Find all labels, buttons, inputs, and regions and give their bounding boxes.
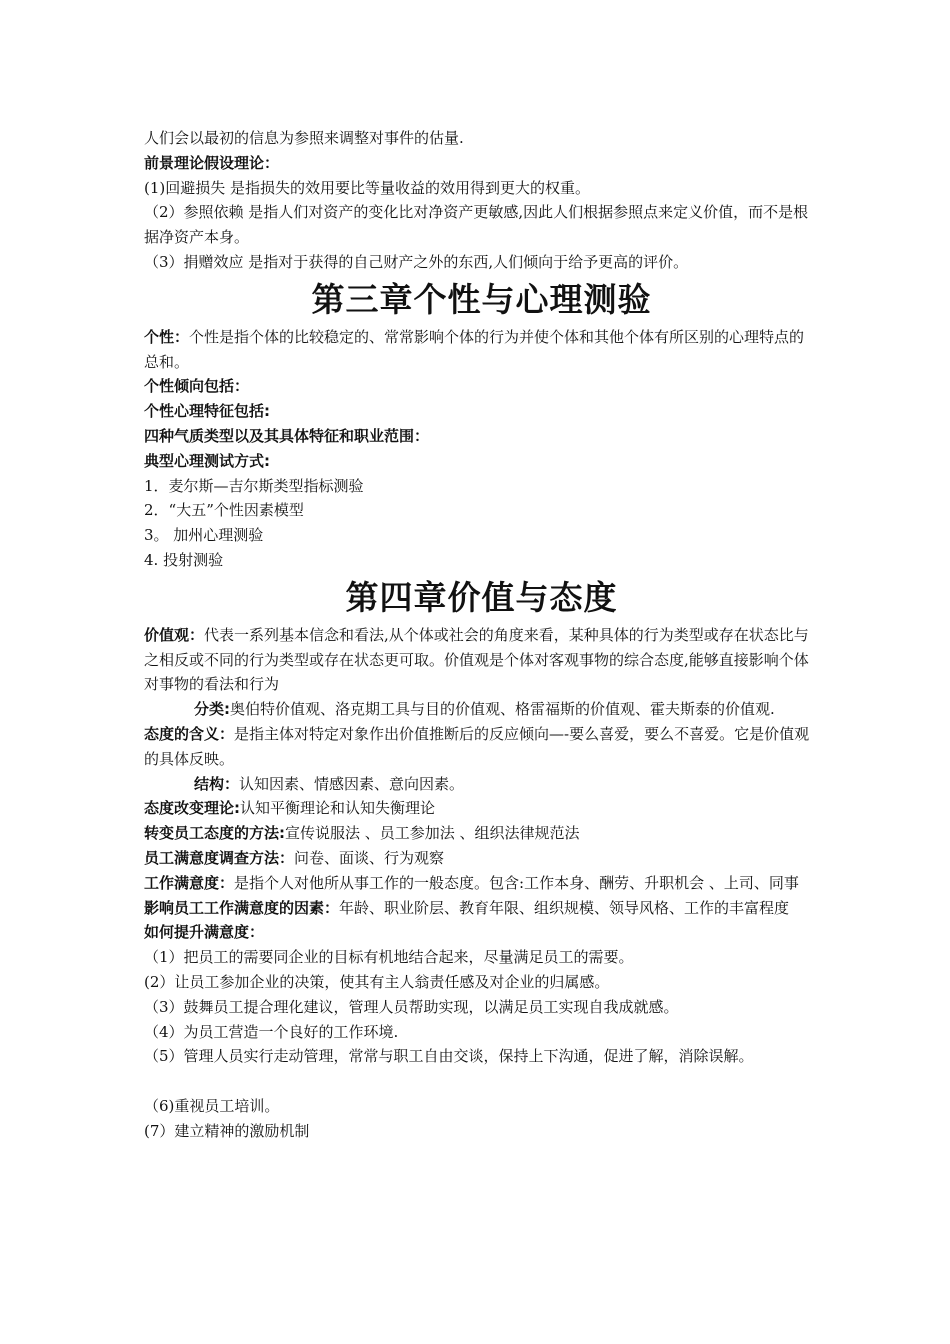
- list-item: （4）为员工营造一个良好的工作环境.: [144, 1022, 399, 1041]
- list-item: （3）捐赠效应 是指对于获得的自己财产之外的东西,人们倾向于给予更高的评价。: [144, 252, 689, 271]
- term-text: 个性是指个体的比较稳定的、常常影响个体的行为并使个体和其他个体有所区别的心理特点的总和。: [144, 327, 805, 371]
- list-item: (1)回避损失 是指损失的效用要比等量收益的效用得到更大的权重。: [144, 178, 591, 197]
- list-item: 1．麦尔斯—吉尔斯类型指标测验: [144, 476, 364, 495]
- definition-line: [144, 623, 819, 697]
- section-label: 四种气质类型以及其具体特征和职业范围：: [144, 426, 430, 445]
- list-item: （5）管理人员实行走动管理，常常与职工自由交谈，保持上下沟通，促进了解，消除误解。: [144, 1047, 754, 1066]
- term-text: 代表一系列基本信念和看法,从个体或社会的角度来看，某种具体的行为类型或存在状态比与之相反或不同的行为类型或存在状态更可取。价值观是个体对客观事物的综合态度,能够直接影响个体对事物的看法和行为: [144, 625, 809, 694]
- list-item: (2）让员工参加企业的决策，使其有主人翁责任感及对企业的归属感。: [144, 972, 610, 991]
- definition-line: [144, 846, 819, 871]
- term-label: 个性：: [144, 327, 190, 346]
- term-label: 工作满意度：: [144, 873, 235, 892]
- term-text: 认知因素、情感因素、意向因素。: [239, 774, 465, 793]
- list-item: （1）把员工的需要同企业的目标有机地结合起来，尽量满足员工的需要。: [144, 948, 634, 967]
- definition-line: [144, 722, 819, 772]
- definition-line: [144, 896, 819, 921]
- definition-line: [144, 325, 819, 375]
- term-text: 问卷、面谈、行为观察: [294, 848, 445, 867]
- term-label: 态度的含义：: [144, 724, 235, 743]
- text-line: 人们会以最初的信息为参照来调整对事件的估量.: [144, 129, 464, 147]
- list-item: （6)重视员工培训。: [144, 1096, 280, 1115]
- section-label: 个性心理特征包括:: [144, 402, 270, 421]
- term-text: 宣传说服法 、员工参加法 、组织法律规范法: [285, 824, 580, 843]
- term-text: 年龄、职业阶层、教育年限、组织规模、领导风格、工作的丰富程度: [339, 898, 790, 917]
- term-label: 分类:: [194, 700, 230, 719]
- term-label: 转变员工态度的方法:: [144, 824, 285, 843]
- section-label: 前景理论假设理论：: [144, 153, 280, 172]
- definition-line: [144, 821, 819, 846]
- document-page: [144, 126, 819, 1143]
- list-item: （2）参照依赖 是指人们对资产的变化比对净资产更敏感,因此人们根据参照点来定义价值，而不是根据净资产本身。: [144, 203, 809, 247]
- term-label: 价值观：: [144, 625, 205, 644]
- definition-line: [144, 796, 819, 821]
- definition-line: [144, 697, 819, 722]
- chapter-heading: 第三章个性与心理测验: [311, 279, 652, 319]
- blank-line: [144, 1069, 819, 1094]
- definition-line: [144, 772, 819, 797]
- list-item: 4. 投射测验: [144, 550, 224, 569]
- list-item: 2．“大五”个性因素模型: [144, 501, 304, 520]
- term-label: 态度改变理论:: [144, 799, 240, 818]
- term-label: 结构：: [194, 774, 240, 793]
- section-label: 典型心理测试方式:: [144, 451, 270, 470]
- chapter-heading: 第四章价值与态度: [345, 577, 618, 617]
- term-label: 影响员工工作满意度的因素：: [144, 898, 340, 917]
- section-label: 如何提升满意度：: [144, 923, 265, 942]
- term-label: 员工满意度调查方法：: [144, 848, 295, 867]
- list-item: （3）鼓舞员工提合理化建议，管理人员帮助实现，以满足员工实现自我成就感。: [144, 997, 679, 1016]
- list-item: 3。 加州心理测验: [144, 526, 264, 545]
- term-text: 奥伯特价值观、洛克期工具与目的价值观、格雷福斯的价值观、霍夫斯泰的价值观.: [230, 700, 775, 719]
- term-text: 是指主体对特定对象作出价值推断后的反应倾向—-要么喜爱，要么不喜爱。它是价值观的具体反映。: [144, 724, 810, 768]
- term-text: 认知平衡理论和认知失衡理论: [240, 799, 436, 818]
- definition-line: [144, 871, 819, 896]
- section-label: 个性倾向包括：: [144, 377, 250, 396]
- term-text: 是指个人对他所从事工作的一般态度。包含:工作本身、酬劳、升职机会 、上司、同事: [234, 873, 799, 892]
- list-item: (7）建立精神的激励机制: [144, 1121, 310, 1140]
